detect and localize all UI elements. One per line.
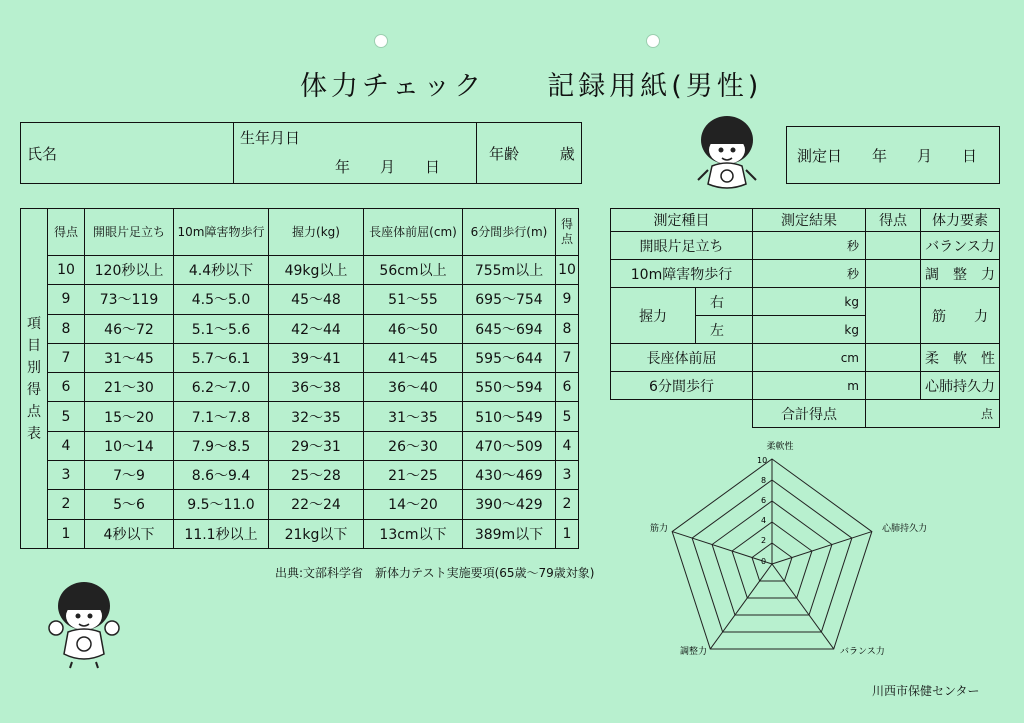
- score-row: [21, 314, 579, 343]
- cell: 7〜9: [85, 461, 174, 490]
- cell: 430〜469: [463, 461, 556, 490]
- cell: 46〜72: [85, 314, 174, 343]
- cell: 22〜24: [269, 490, 364, 519]
- cell: 4.4秒以下: [174, 256, 269, 285]
- cell: 8.6〜9.4: [174, 461, 269, 490]
- cell: 31〜35: [364, 402, 463, 431]
- cell: 41〜45: [364, 343, 463, 372]
- grip-left-input[interactable]: [753, 316, 866, 344]
- cell: 695〜754: [463, 285, 556, 314]
- walk-element: 心肺持久力: [921, 372, 1000, 400]
- cell: 15〜20: [85, 402, 174, 431]
- age-label: 年齢: [489, 144, 520, 163]
- grip-item: 握力: [611, 288, 696, 344]
- radar-tick-2: 2: [761, 536, 767, 545]
- radar-chart: [640, 436, 970, 666]
- cell: 6.2〜7.0: [174, 373, 269, 402]
- radar-tick-0: 0: [761, 557, 767, 566]
- balance-element: バランス力: [921, 232, 1000, 260]
- radar-labels: [650, 440, 927, 657]
- page-title: 体力チェック 記録用紙(男性): [300, 71, 763, 102]
- cell: 2: [556, 490, 579, 519]
- cell: 390〜429: [463, 490, 556, 519]
- meas-header-element: 体力要素: [921, 209, 1000, 232]
- grip-left-unit: kg: [844, 322, 859, 337]
- cell: 645〜694: [463, 314, 556, 343]
- blank-cell: [611, 400, 753, 428]
- birth-field[interactable]: [234, 123, 477, 184]
- radar-axis-label-balance: バランス力: [840, 647, 885, 657]
- header-balance: 開眼片足立ち: [85, 209, 174, 256]
- date-units: 年 月 日: [872, 146, 978, 165]
- radar-tick-8: 8: [761, 476, 767, 485]
- score-row: [21, 431, 579, 460]
- age-unit: 歳: [559, 144, 575, 163]
- cell: 8: [48, 314, 85, 343]
- cell: 3: [48, 461, 85, 490]
- measurement-table: [610, 208, 1000, 428]
- radar-axis-label-coordination: 調整力: [680, 647, 708, 657]
- cell: 13cm以下: [364, 519, 463, 548]
- cell: 4.5〜5.0: [174, 285, 269, 314]
- score-row: [21, 519, 579, 548]
- source-note: 出典:文部科学省 新体力テスト実施要項(65歳〜79歳対象): [275, 566, 595, 580]
- radar-grid: [672, 459, 872, 649]
- score-row: [21, 343, 579, 372]
- cell: 45〜48: [269, 285, 364, 314]
- cell: 51〜55: [364, 285, 463, 314]
- cell: 49kg以上: [269, 256, 364, 285]
- score-table: [20, 208, 579, 549]
- footer-organization: 川西市保健センター: [872, 684, 980, 698]
- cell: 29〜31: [269, 431, 364, 460]
- cell: 36〜38: [269, 373, 364, 402]
- flex-unit: cm: [840, 350, 859, 365]
- radar-spoke: [672, 532, 772, 564]
- cell: 10: [48, 256, 85, 285]
- cell: 755m以上: [463, 256, 556, 285]
- header-obstacle-walk: 10m障害物歩行: [174, 209, 269, 256]
- total-score-input[interactable]: [866, 400, 1000, 428]
- cell: 5〜6: [85, 490, 174, 519]
- cell: 9: [556, 285, 579, 314]
- cell: 36〜40: [364, 373, 463, 402]
- mascot-illustration-bottom: [44, 578, 124, 670]
- walk-score-input[interactable]: [866, 372, 921, 400]
- punch-hole-right: [646, 34, 660, 48]
- score-table-side-label: 項目別得点表: [21, 209, 48, 549]
- walk-result-input[interactable]: [753, 372, 866, 400]
- header-six-minute-walk: 6分間歩行(m): [463, 209, 556, 256]
- name-field[interactable]: [21, 123, 234, 184]
- mascot-illustration-top: [688, 110, 766, 196]
- cell: 7.9〜8.5: [174, 431, 269, 460]
- birth-label: 生年月日: [240, 129, 301, 147]
- flex-result-input[interactable]: [753, 344, 866, 372]
- age-field[interactable]: [477, 123, 582, 184]
- radar-tick-4: 4: [761, 516, 767, 525]
- cell: 21〜25: [364, 461, 463, 490]
- score-row: [21, 256, 579, 285]
- radar-tick-10: 10: [757, 456, 768, 465]
- grip-score-input[interactable]: [866, 288, 921, 344]
- cell: 4: [48, 431, 85, 460]
- cell: 4秒以下: [85, 519, 174, 548]
- meas-header-score: 得点: [866, 209, 921, 232]
- obstacle-result-input[interactable]: [753, 260, 866, 288]
- birth-units: 年 月 日: [334, 158, 440, 176]
- score-row: [21, 461, 579, 490]
- radar-spoke: [772, 564, 834, 649]
- cell: 73〜119: [85, 285, 174, 314]
- cell: 9.5〜11.0: [174, 490, 269, 519]
- radar-axis-label-strength: 筋力: [650, 524, 669, 534]
- cell: 550〜594: [463, 373, 556, 402]
- cell: 6: [556, 373, 579, 402]
- flex-element: 柔 軟 性: [921, 344, 1000, 372]
- cell: 25〜28: [269, 461, 364, 490]
- punch-hole-left: [374, 34, 388, 48]
- grip-right-unit: kg: [844, 294, 859, 309]
- header-sit-reach: 長座体前屈(cm): [364, 209, 463, 256]
- cell: 9: [48, 285, 85, 314]
- cell: 10: [556, 256, 579, 285]
- cell: 1: [556, 519, 579, 548]
- cell: 21kg以下: [269, 519, 364, 548]
- balance-score-input[interactable]: [866, 232, 921, 260]
- cell: 389m以下: [463, 519, 556, 548]
- cell: 10〜14: [85, 431, 174, 460]
- balance-unit: 秒: [846, 239, 859, 253]
- obstacle-unit: 秒: [846, 267, 859, 281]
- balance-result-input[interactable]: [753, 232, 866, 260]
- cell: 4: [556, 431, 579, 460]
- meas-header-result: 測定結果: [753, 209, 866, 232]
- cell: 5: [48, 402, 85, 431]
- header-score: 得点: [48, 209, 85, 256]
- cell: 56cm以上: [364, 256, 463, 285]
- name-label: 氏名: [27, 144, 58, 163]
- cell: 42〜44: [269, 314, 364, 343]
- cell: 3: [556, 461, 579, 490]
- cell: 120秒以上: [85, 256, 174, 285]
- cell: 2: [48, 490, 85, 519]
- cell: 7.1〜7.8: [174, 402, 269, 431]
- score-row: [21, 373, 579, 402]
- flex-score-input[interactable]: [866, 344, 921, 372]
- cell: 11.1秒以上: [174, 519, 269, 548]
- score-row: [21, 402, 579, 431]
- measurement-date-table: [786, 126, 1000, 184]
- cell: 21〜30: [85, 373, 174, 402]
- cell: 31〜45: [85, 343, 174, 372]
- cell: 8: [556, 314, 579, 343]
- measurement-date-field[interactable]: [787, 127, 1000, 184]
- score-row: [21, 285, 579, 314]
- grip-right-label: 右: [696, 288, 753, 316]
- total-label: 合計得点: [753, 400, 866, 428]
- radar-spoke: [710, 564, 772, 649]
- grip-left-label: 左: [696, 316, 753, 344]
- walk-item: 6分間歩行: [611, 372, 753, 400]
- date-label: 測定日: [797, 146, 843, 165]
- cell: 595〜644: [463, 343, 556, 372]
- cell: 26〜30: [364, 431, 463, 460]
- score-row: [21, 490, 579, 519]
- cell: 7: [556, 343, 579, 372]
- personal-info-table: [20, 122, 582, 184]
- obstacle-item: 10m障害物歩行: [611, 260, 753, 288]
- cell: 5: [556, 402, 579, 431]
- cell: 6: [48, 373, 85, 402]
- radar-tick-6: 6: [761, 496, 767, 505]
- radar-axis-label-endurance: 心肺持久力: [882, 524, 928, 534]
- total-unit: 点: [980, 407, 993, 421]
- cell: 1: [48, 519, 85, 548]
- cell: 5.1〜5.6: [174, 314, 269, 343]
- flex-item: 長座体前屈: [611, 344, 753, 372]
- meas-header-item: 測定種目: [611, 209, 753, 232]
- walk-unit: m: [847, 378, 859, 393]
- header-grip: 握力(kg): [269, 209, 364, 256]
- cell: 5.7〜6.1: [174, 343, 269, 372]
- cell: 14〜20: [364, 490, 463, 519]
- header-score-right: 得点: [556, 209, 579, 256]
- cell: 470〜509: [463, 431, 556, 460]
- cell: 46〜50: [364, 314, 463, 343]
- cell: 39〜41: [269, 343, 364, 372]
- cell: 510〜549: [463, 402, 556, 431]
- balance-item: 開眼片足立ち: [611, 232, 753, 260]
- grip-element: 筋 力: [921, 288, 1000, 344]
- cell: 32〜35: [269, 402, 364, 431]
- radar-spoke: [772, 532, 872, 564]
- radar-axis-label-flexibility: 柔軟性: [766, 442, 794, 452]
- cell: 7: [48, 343, 85, 372]
- obstacle-score-input[interactable]: [866, 260, 921, 288]
- grip-right-input[interactable]: [753, 288, 866, 316]
- obstacle-element: 調 整 力: [921, 260, 1000, 288]
